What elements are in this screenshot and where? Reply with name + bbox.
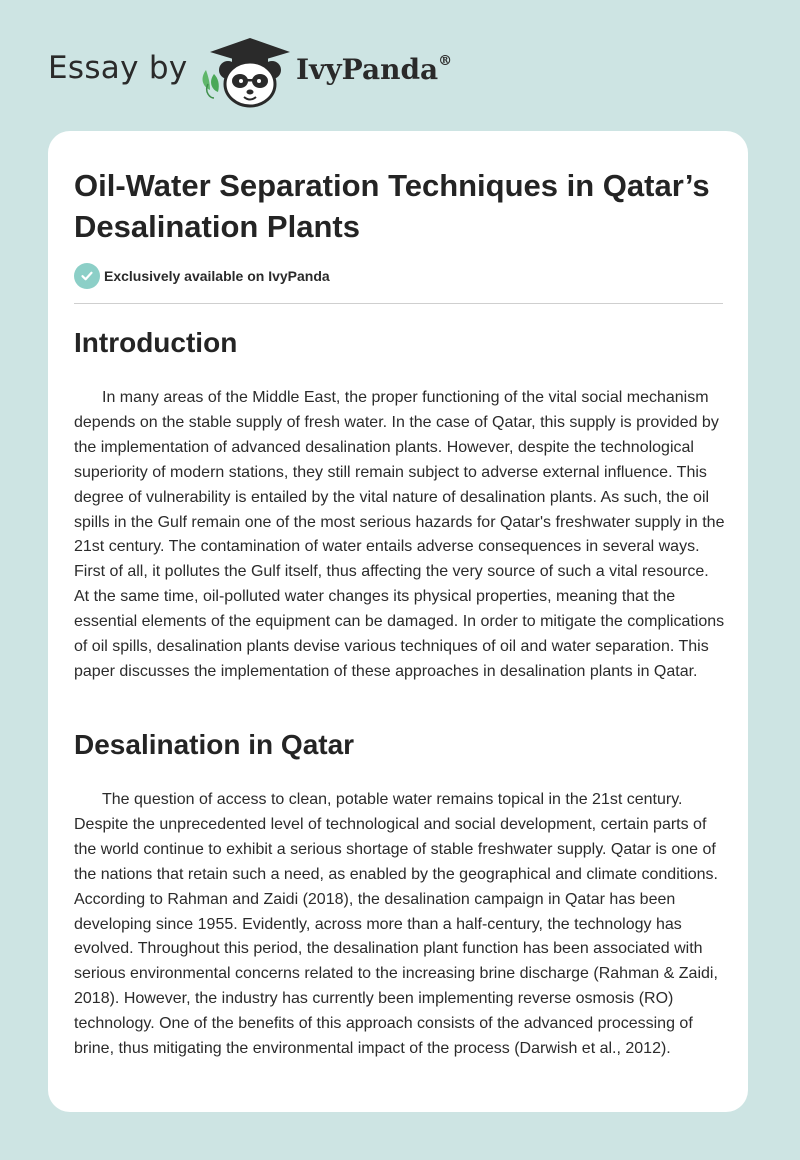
registered-mark: ® (438, 53, 453, 69)
essay-by-label: Essay by (48, 50, 188, 86)
section-body-introduction: In many areas of the Middle East, the proper functioning of the vital social mechanism depends on the stable supply of fresh water. In the case of Qatar, this supply is provided by the implementation of advanced desalination plants. However, despite the technological superiority of modern stations, they still remain subject to adverse external influence. This degree of vulnerability is entailed by the vital nature of desalination plants. As such, the oil spills in the Gulf remain one of the most serious hazards for Qatar's freshwater supply in the 21st century. The contamination of water entails adverse consequences in several ways. First of all, it pollutes the Gulf itself, thus affecting the very source of such a vital resource. At the same time, oil-polluted water changes its physical properties, meaning that the essential elements of the equipment can be damaged. In order to mitigate the complications of oil spills, desalination plants devise various techniques of oil and water separation. This paper discusses the implementation of these approaches in desalination plants in Qatar. (74, 389, 725, 680)
site-header (0, 0, 800, 130)
essay-card (48, 131, 748, 1112)
brand-name-text: IvyPanda (296, 53, 439, 86)
exclusive-badge (74, 263, 330, 289)
section-heading-introduction: Introduction (74, 327, 238, 358)
panda-graduate-icon[interactable] (198, 28, 298, 110)
exclusive-badge-label: Exclusively available on IvyPanda (104, 268, 330, 284)
essay-title: Oil-Water Separation Techniques in Qatar’s Desalination Plants (74, 168, 710, 244)
title-divider (74, 303, 723, 304)
section-heading-desalination: Desalination in Qatar (74, 729, 355, 760)
check-circle-icon (74, 263, 100, 289)
brand-name[interactable] (296, 53, 452, 86)
section-body-desalination: The question of access to clean, potable water remains topical in the 21st century. Despite the unprecedented level of technological and social development, certain parts of the world continue to exhibit a serious shortage of stable freshwater supply. Qatar is one of the nations that retain such a need, as enabled by the geographical and climate conditions. According to Rahman and Zaidi (2018), the desalination campaign in Qatar has been developing since 1955. Evidently, across more than a half-century, the technology has evolved. Throughout this period, the desalination plant function has been associated with serious environmental concerns related to the increasing brine discharge (Rahman & Zaidi, 2018). However, the industry has currently been implementing reverse osmosis (RO) technology. One of the benefits of this approach consists of the advanced processing of brine, thus mitigating the environmental impact of the process (Darwish et al., 2012). (74, 791, 718, 1058)
